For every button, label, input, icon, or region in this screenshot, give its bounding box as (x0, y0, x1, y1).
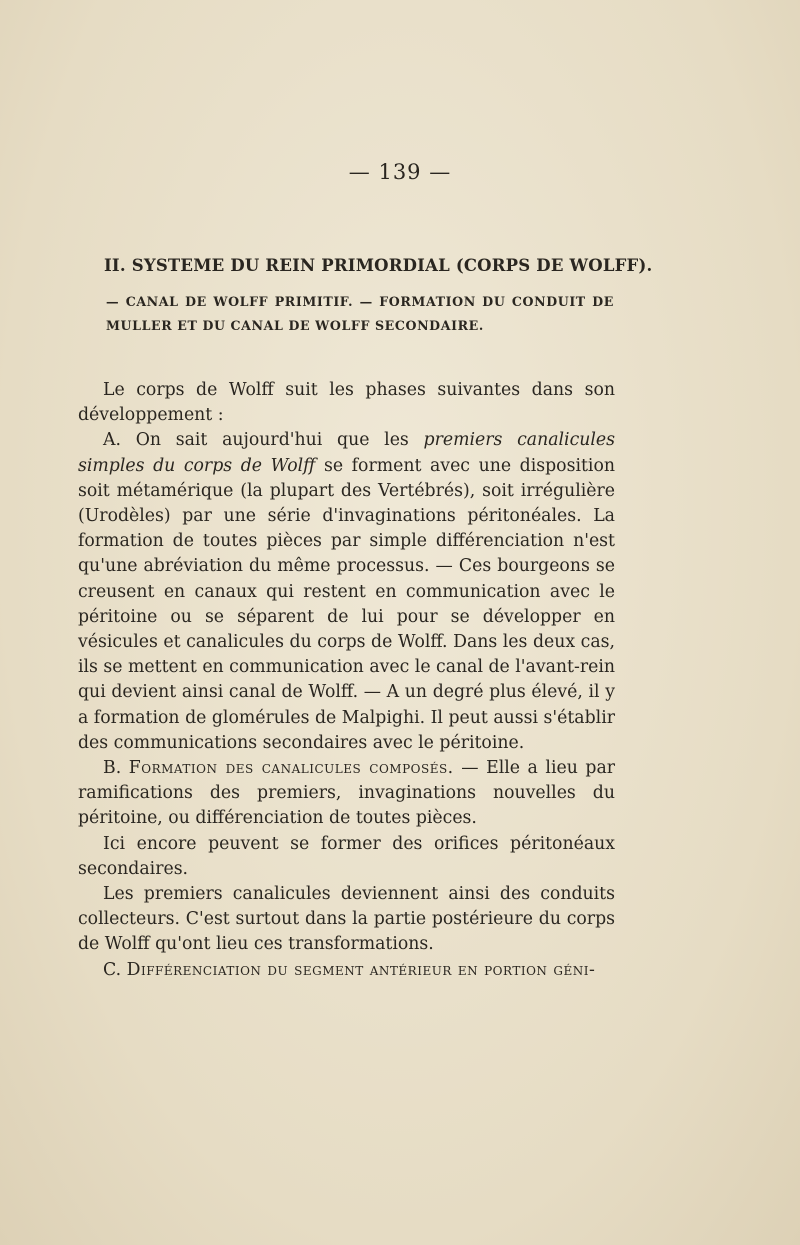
paragraph-c-heading: Différenciation du segment antérieur en portion géni- (126, 959, 596, 980)
paragraph-b-rest: — Elle a lieu par ramifications des premiers, invaginations nouvelles du péritoine, ou différenciation de toutes pièces. (78, 758, 616, 829)
paragraph-collecteurs: Les premiers canalicules deviennent ainsi des conduits collecteurs. C'est surtout dans la partie postérieure du corps de Wolff qu'ont lieu ces transformations. (78, 884, 615, 955)
section-subtitle: — CANAL DE WOLFF PRIMITIF. — FORMATION DU CONDUIT DE MULLER ET DU CANAL DE WOLFF SECONDAIRE. (106, 294, 614, 333)
paragraph-b (78, 756, 615, 832)
body-text (78, 378, 615, 983)
page-number: — 139 — (348, 160, 452, 184)
section-title: II. SYSTEME DU REIN PRIMORDIAL (CORPS DE WOLFF). (104, 256, 653, 275)
paragraph-a-italic: premiers canalicules simples du corps de Wolff (78, 430, 615, 476)
paragraph-b-lead: B. (103, 758, 129, 779)
paragraph-orifices: Ici encore peuvent se former des orifices péritonéaux secondaires. (78, 833, 615, 879)
paragraph-a-lead: A. On sait aujourd'hui que les (103, 430, 424, 451)
paragraph-c (78, 958, 615, 983)
paragraph-b-heading: Formation des canalicules composés. (128, 758, 454, 779)
paragraph-a (78, 428, 615, 756)
paragraph-c-lead: C. (103, 959, 127, 980)
paragraph-intro: Le corps de Wolff suit les phases suivantes dans son développement : (78, 380, 615, 426)
paragraph-a-rest: se forment avec une disposition soit métamérique (la plupart des Vertébrés), soit irrégulière (Urodèles) par une série d'invaginations péritonéales. La formation de toutes pièces par simple différenciation n'est qu'une abréviation du même processus. — Ces bourgeons se creusent en canaux qui restent en communication avec le péritoine ou se séparent de lui pour se développer en vésicules et canalicules du corps de Wolff. Dans les deux cas, ils se mettent en communication avec le canal de l'avant-rein qui devient ainsi canal de Wolff. — A un degré plus élevé, il y a formation de glomérules de Malpighi. Il peut aussi s'établir des communications secondaires avec le péritoine. (78, 455, 615, 753)
